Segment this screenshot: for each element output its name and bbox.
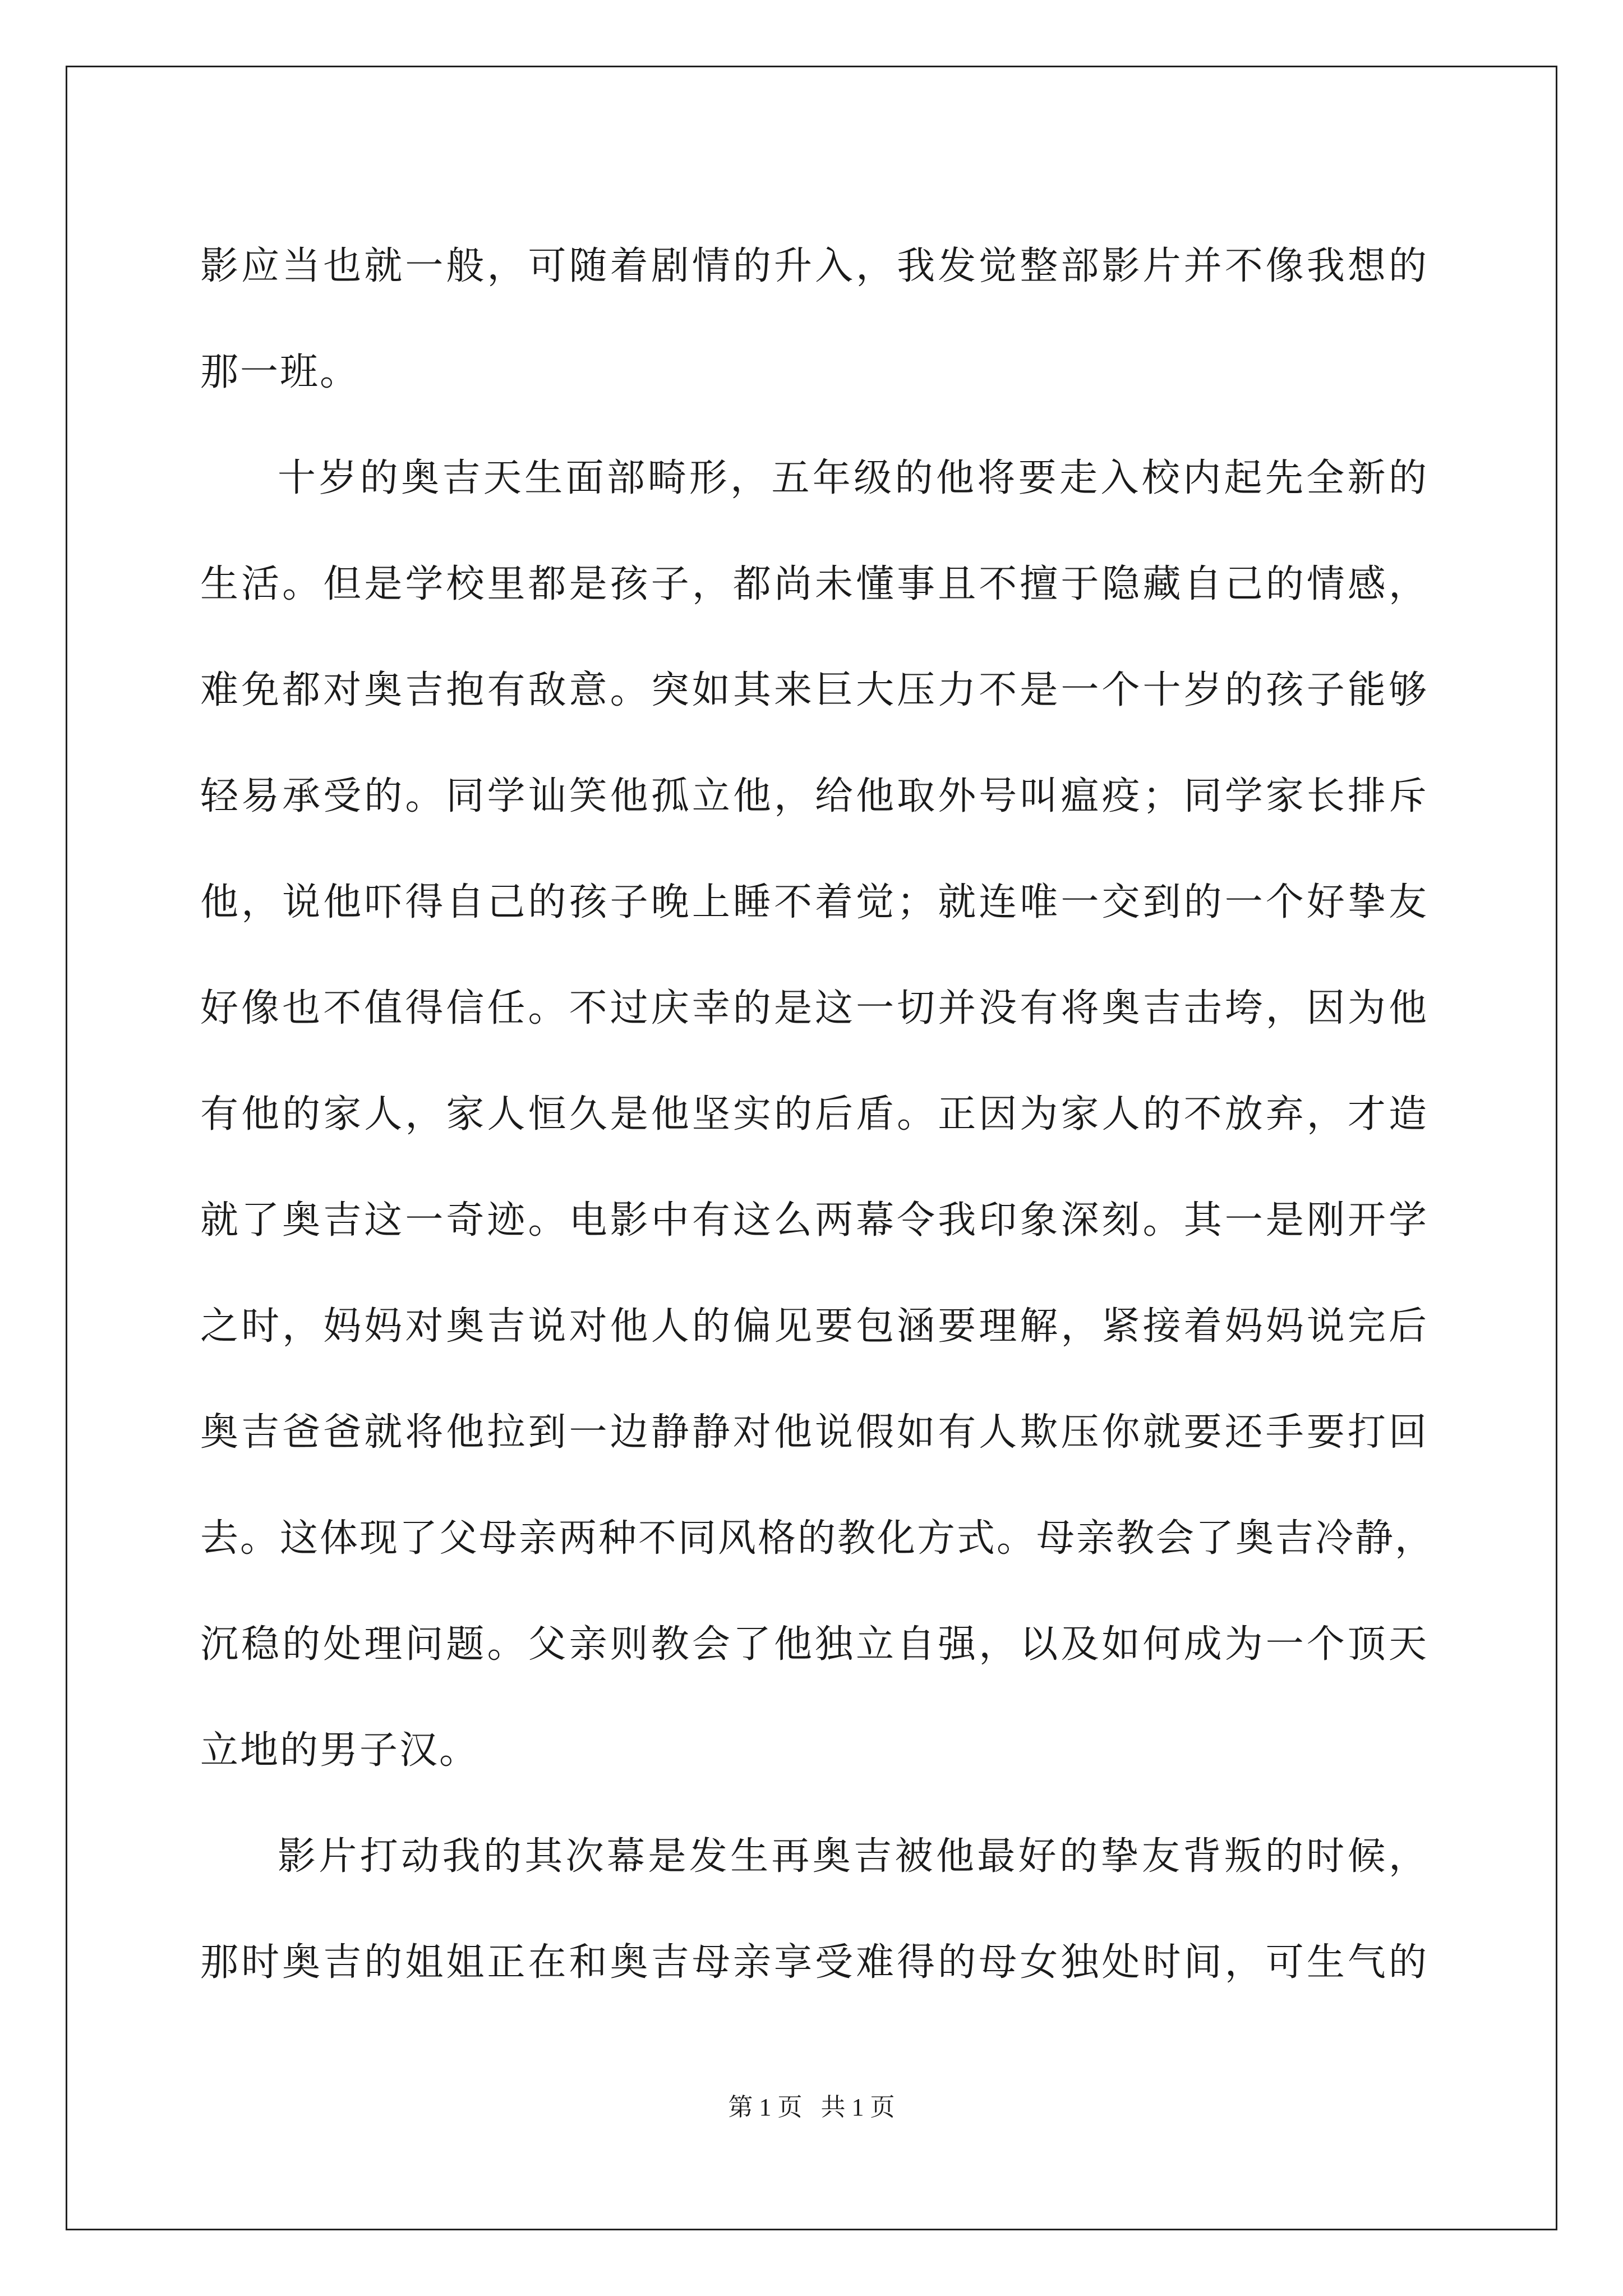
text-line: 立地的男子汉。 <box>200 1728 479 1773</box>
paragraph-first-line: 影片打动我的其次幕是发生再奥吉被他最好的挚友背叛的时候， <box>278 1834 1428 1879</box>
page-number-footer: 第 1 页 共 1 页 <box>728 2093 895 2121</box>
text-line: 有他的家人，家人恒久是他坚实的后盾。正因为家人的不放弃，才造 <box>200 1092 1428 1137</box>
text-line: 好像也不值得信任。不过庆幸的是这一切并没有将奥吉击垮，因为他 <box>200 986 1428 1030</box>
text-line: 那一班。 <box>200 350 360 394</box>
text-line: 奥吉爸爸就将他拉到一边静静对他说假如有人欺压你就要还手要打回 <box>200 1410 1428 1455</box>
text-line: 他，说他吓得自己的孩子晚上睡不着觉；就连唯一交到的一个好挚友 <box>200 880 1428 924</box>
text-line: 去。这体现了父母亲两种不同风格的教化方式。母亲教会了奥吉冷静， <box>200 1516 1435 1561</box>
text-line: 难免都对奥吉抱有敌意。突如其来巨大压力不是一个十岁的孩子能够 <box>200 668 1428 712</box>
text-line: 生活。但是学校里都是孩子，都尚未懂事且不擅于隐藏自己的情感， <box>200 562 1428 606</box>
text-line: 那时奥吉的姐姐正在和奥吉母亲享受难得的母女独处时间，可生气的 <box>200 1940 1428 1985</box>
document-body <box>200 213 1435 2016</box>
text-line: 就了奥吉这一奇迹。电影中有这么两幕令我印象深刻。其一是刚开学 <box>200 1198 1428 1243</box>
text-line: 影应当也就一般，可随着剧情的升入，我发觉整部影片并不像我想的 <box>200 244 1428 288</box>
paragraph-first-line: 十岁的奥吉天生面部畸形，五年级的他将要走入校内起先全新的 <box>278 456 1428 500</box>
text-line: 之时，妈妈对奥吉说对他人的偏见要包涵要理解，紧接着妈妈说完后 <box>200 1304 1428 1349</box>
text-line: 沉稳的处理问题。父亲则教会了他独立自强，以及如何成为一个顶天 <box>200 1622 1428 1667</box>
text-line: 轻易承受的。同学讪笑他孤立他，给他取外号叫瘟疫；同学家长排斥 <box>200 774 1428 818</box>
